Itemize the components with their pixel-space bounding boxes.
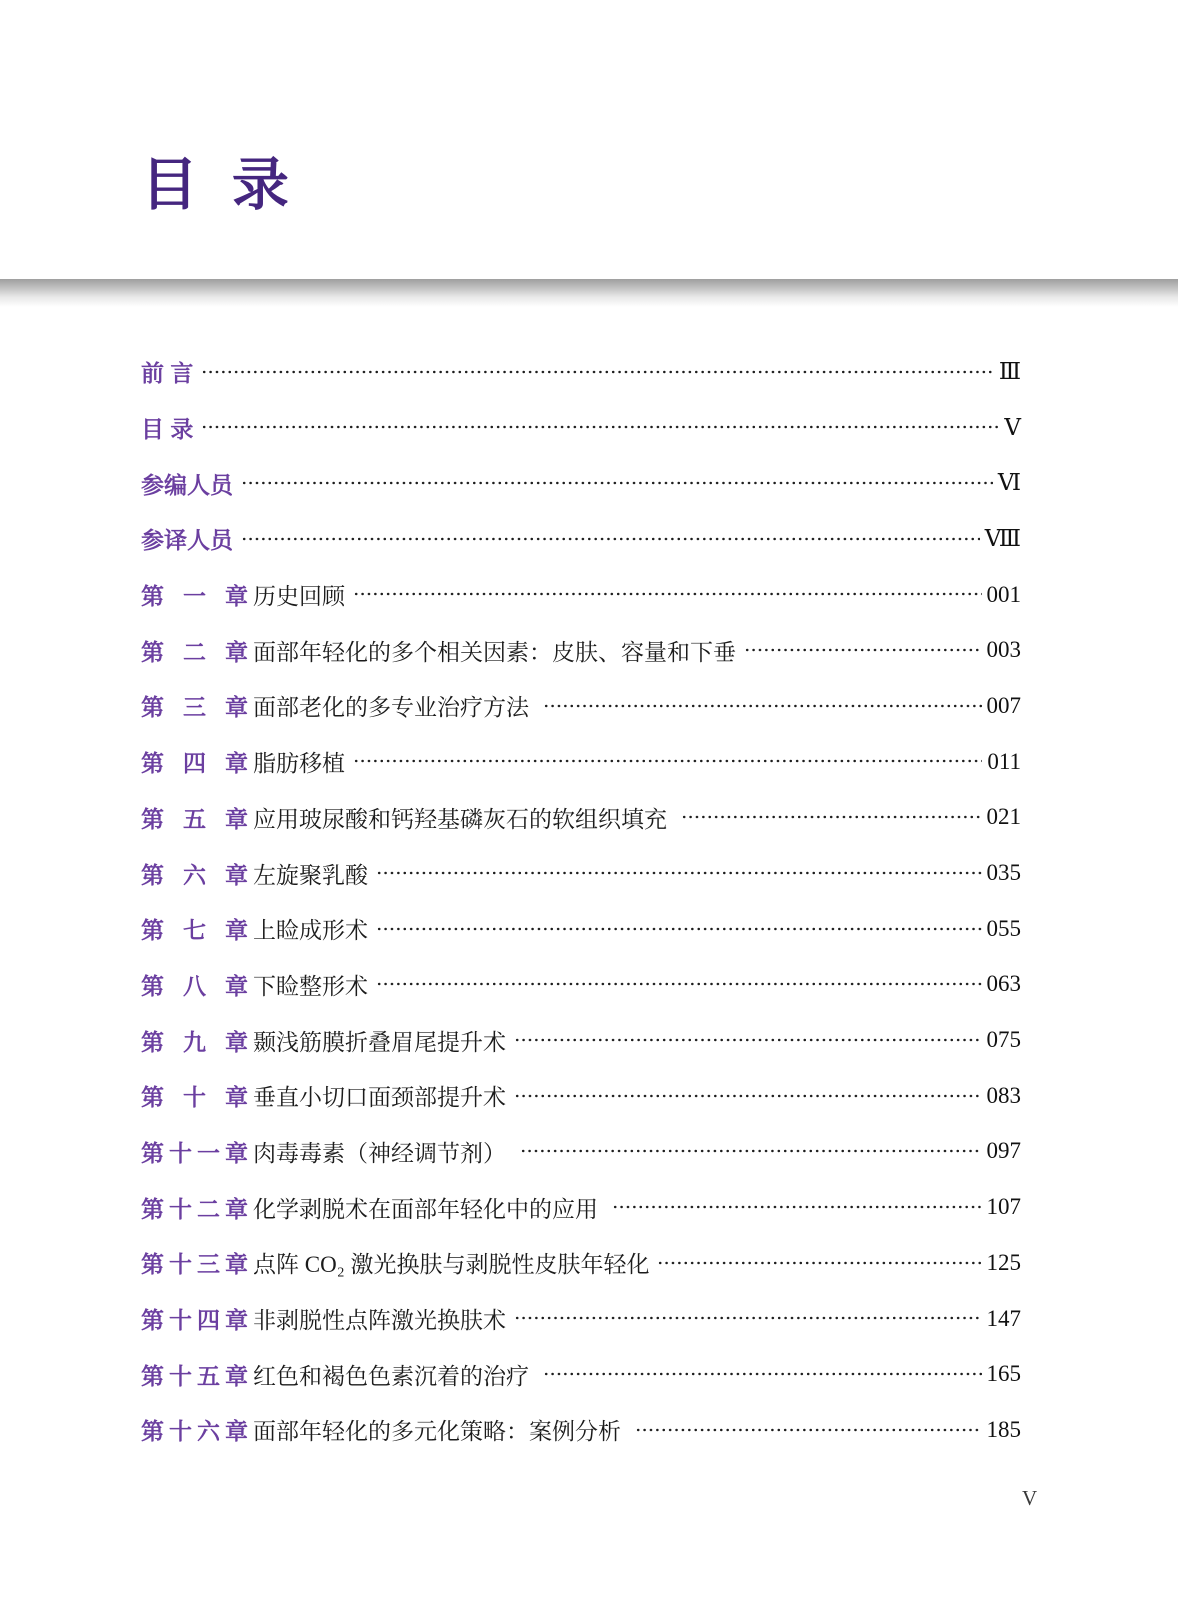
toc-entry-title: 非剥脱性点阵激光换肤术 xyxy=(253,1308,506,1334)
toc-entry-page: Ⅴ xyxy=(1004,414,1021,441)
toc-entry xyxy=(141,845,1021,901)
toc-entry-title: 应用玻尿酸和钙羟基磷灰石的软组织填充 xyxy=(253,806,673,832)
toc-entry xyxy=(141,1068,1021,1124)
toc-entry-title: 上睑成形术 xyxy=(253,918,368,944)
toc-entry xyxy=(141,1124,1021,1180)
toc-entry-title: 红色和褐色色素沉着的治疗 xyxy=(253,1363,535,1389)
toc-entry-page: 035 xyxy=(986,860,1021,886)
dot-leader xyxy=(514,1068,982,1124)
toc-entry-page: 125 xyxy=(986,1249,1021,1275)
dot-leader xyxy=(376,901,982,957)
dot-leader xyxy=(201,400,999,456)
toc-entry xyxy=(141,1291,1021,1347)
toc-entry-page: 083 xyxy=(986,1082,1021,1108)
toc-entry xyxy=(141,455,1021,511)
toc-entry-label: 第十四章 xyxy=(141,1307,248,1334)
toc-entry-title: 面部老化的多专业治疗方法 xyxy=(253,695,535,721)
dot-leader xyxy=(543,1346,982,1402)
toc-entry-label: 第 二 章 xyxy=(141,638,248,665)
toc-entry xyxy=(141,1179,1021,1235)
toc-entry xyxy=(141,790,1021,846)
toc-entry-page: 097 xyxy=(986,1138,1021,1164)
toc-entry-label: 参译人员 xyxy=(141,527,233,554)
toc-entry-title: 肉毒毒素（神经调节剂） xyxy=(253,1140,512,1166)
toc-entry-page: 003 xyxy=(986,637,1021,663)
toc-entry-label: 第十二章 xyxy=(141,1195,248,1222)
toc-entry-page: 063 xyxy=(986,971,1021,997)
toc-entry xyxy=(141,567,1021,623)
toc-entry-title: 下睑整形术 xyxy=(253,973,368,999)
toc-entry-page: 107 xyxy=(986,1194,1021,1220)
toc-entry-page: Ⅲ xyxy=(998,358,1021,385)
toc-entry-label: 第 九 章 xyxy=(141,1028,248,1055)
dot-leader xyxy=(376,845,982,901)
toc-entry xyxy=(141,1402,1021,1458)
dot-leader xyxy=(241,511,980,567)
toc-entry-label: 参编人员 xyxy=(141,471,233,498)
toc-entry xyxy=(141,622,1021,678)
toc-entry-label: 第十三章 xyxy=(141,1251,248,1278)
dot-leader xyxy=(657,1235,981,1291)
dot-leader xyxy=(241,455,993,511)
page-title: 目 录 xyxy=(141,153,298,217)
toc-entry-label: 第 七 章 xyxy=(141,917,248,944)
toc-entry-title: 颞浅筋膜折叠眉尾提升术 xyxy=(253,1029,506,1055)
toc-entry-page: 185 xyxy=(986,1416,1021,1442)
toc-entry xyxy=(141,511,1021,567)
toc-entry xyxy=(141,957,1021,1013)
dot-leader xyxy=(353,734,982,790)
toc-entry xyxy=(141,734,1021,790)
dot-leader xyxy=(514,1012,982,1068)
toc-entry xyxy=(141,400,1021,456)
toc-entry-page: 011 xyxy=(987,748,1021,774)
toc-entry xyxy=(141,344,1021,400)
toc-list xyxy=(141,344,1021,1458)
toc-entry-label: 前 言 xyxy=(141,360,194,387)
toc-entry xyxy=(141,678,1021,734)
toc-entry-label: 第 五 章 xyxy=(141,805,248,832)
dot-leader xyxy=(612,1179,982,1235)
toc-entry-title: 历史回顾 xyxy=(253,584,345,610)
toc-entry xyxy=(141,1235,1021,1291)
toc-entry-title: 脂肪移植 xyxy=(253,751,345,777)
title-divider xyxy=(0,279,1178,307)
toc-entry xyxy=(141,901,1021,957)
toc-entry-title: 面部年轻化的多元化策略：案例分析 xyxy=(253,1419,627,1445)
toc-entry-page: 055 xyxy=(986,915,1021,941)
dot-leader xyxy=(201,344,993,400)
toc-entry-title: 点阵 CO₂ 激光换肤与剥脱性皮肤年轻化 xyxy=(253,1252,650,1278)
toc-entry-page: Ⅷ xyxy=(984,525,1021,552)
toc-entry-title: 左旋聚乳酸 xyxy=(253,862,368,888)
toc-entry xyxy=(141,1346,1021,1402)
toc-entry-page: 075 xyxy=(986,1027,1021,1053)
dot-leader xyxy=(520,1124,982,1180)
toc-entry-label: 第 八 章 xyxy=(141,972,248,999)
toc-entry-page: Ⅵ xyxy=(997,470,1021,497)
dot-leader xyxy=(353,567,982,623)
toc-entry-label: 第十一章 xyxy=(141,1139,248,1166)
toc-entry-title: 垂直小切口面颈部提升术 xyxy=(253,1085,506,1111)
toc-entry-title: 化学剥脱术在面部年轻化中的应用 xyxy=(253,1196,604,1222)
toc-entry-label: 目 录 xyxy=(141,416,194,443)
dot-leader xyxy=(744,622,982,678)
toc-entry-title: 面部年轻化的多个相关因素：皮肤、容量和下垂 xyxy=(253,639,736,665)
toc-entry-page: 001 xyxy=(986,581,1021,607)
footer-page-number: V xyxy=(1022,1486,1038,1510)
dot-leader xyxy=(543,678,982,734)
dot-leader xyxy=(514,1291,982,1347)
toc-entry-label: 第十五章 xyxy=(141,1362,248,1389)
toc-entry xyxy=(141,1012,1021,1068)
dot-leader xyxy=(681,790,982,846)
toc-entry-page: 147 xyxy=(986,1305,1021,1331)
toc-entry-label: 第 一 章 xyxy=(141,583,248,610)
toc-entry-label: 第十六章 xyxy=(141,1418,248,1445)
toc-entry-label: 第 四 章 xyxy=(141,750,248,777)
toc-entry-page: 165 xyxy=(986,1361,1021,1387)
toc-entry-label: 第 六 章 xyxy=(141,861,248,888)
toc-entry-page: 007 xyxy=(986,692,1021,718)
dot-leader xyxy=(635,1402,982,1458)
toc-entry-label: 第 十 章 xyxy=(141,1084,248,1111)
toc-entry-page: 021 xyxy=(986,804,1021,830)
dot-leader xyxy=(376,957,982,1013)
toc-entry-label: 第 三 章 xyxy=(141,694,248,721)
